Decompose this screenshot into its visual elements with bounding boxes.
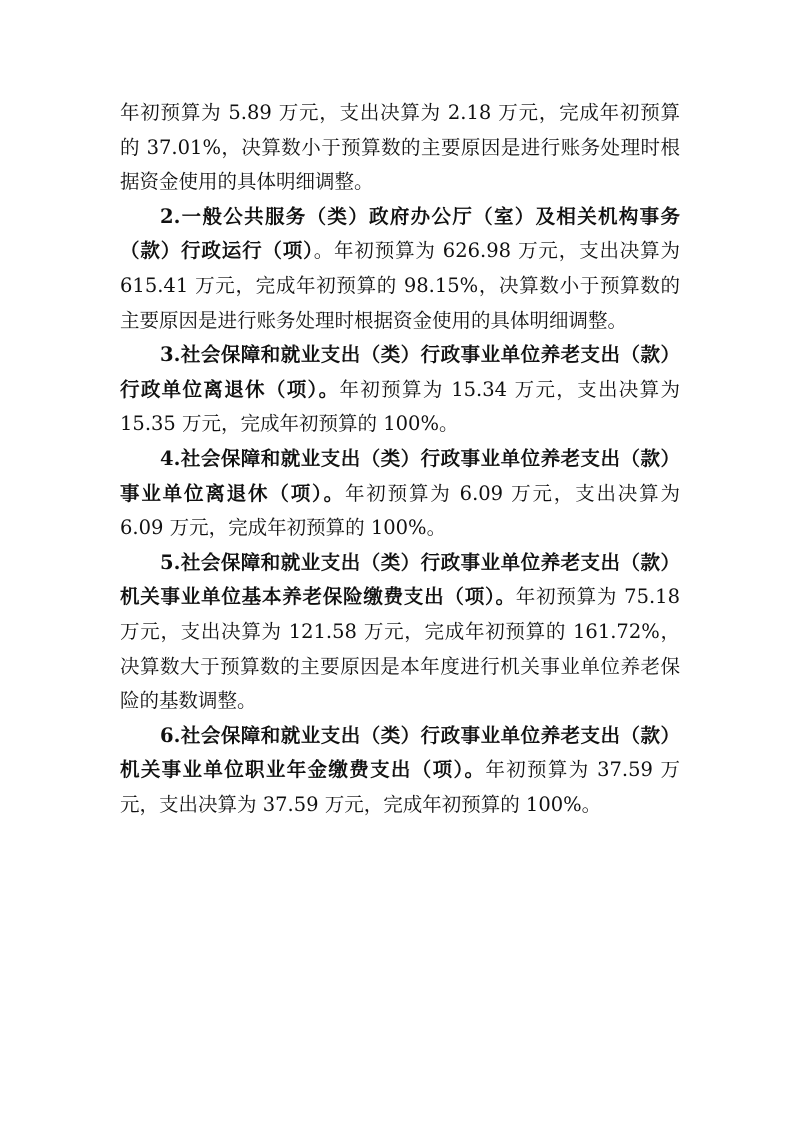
paragraph-4 — [120, 442, 680, 546]
paragraph-2 — [120, 200, 680, 338]
paragraph-6-heading: 6.社会保障和就业支出（类）行政事业单位养老支出（款）机关事业单位职业年金缴费支出（项）。 — [120, 723, 680, 782]
paragraph-4-heading: 4.社会保障和就业支出（类）行政事业单位养老支出（款）事业单位离退休（项）。 — [120, 446, 680, 505]
paragraph-6 — [120, 719, 680, 823]
paragraph-1-text: 年初预算为 5.89 万元，支出决算为 2.18 万元，完成年初预算的 37.01%，决算数小于预算数的主要原因是进行账务处理时根据资金使用的具体明细调整。 — [120, 101, 680, 194]
paragraph-3-text: 年初预算为 15.34 万元，支出决算为 15.35 万元，完成年初预算的 100%。 — [120, 377, 680, 436]
document-page — [120, 96, 680, 822]
paragraph-4-text: 年初预算为 6.09 万元，支出决算为 6.09 万元，完成年初预算的 100%。 — [120, 481, 680, 540]
paragraph-5 — [120, 546, 680, 719]
paragraph-3-heading: 3.社会保障和就业支出（类）行政事业单位养老支出（款）行政单位离退休（项）。 — [120, 343, 680, 401]
paragraph-5-text: 年初预算为 75.18 万元，支出决算为 121.58 万元，完成年初预算的 161.72%，决算数大于预算数的主要原因是本年度进行机关事业单位养老保险的基数调整。 — [120, 585, 680, 713]
paragraph-3 — [120, 338, 680, 442]
paragraph-6-text: 年初预算为 37.59 万元，支出决算为 37.59 万元，完成年初预算的 100%。 — [120, 758, 680, 816]
paragraph-2-text: 。年初预算为 626.98 万元，支出决算为 615.41 万元，完成年初预算的 98.15%，决算数小于预算数的主要原因是进行账务处理时根据资金使用的具体明细调整。 — [120, 239, 680, 332]
paragraph-1 — [120, 96, 680, 200]
paragraph-5-heading: 5.社会保障和就业支出（类）行政事业单位养老支出（款）机关事业单位基本养老保险缴费支出（项）。 — [120, 550, 680, 609]
paragraph-2-heading: 2.一般公共服务（类）政府办公厅（室）及相关机构事务（款）行政运行（项） — [120, 204, 680, 263]
